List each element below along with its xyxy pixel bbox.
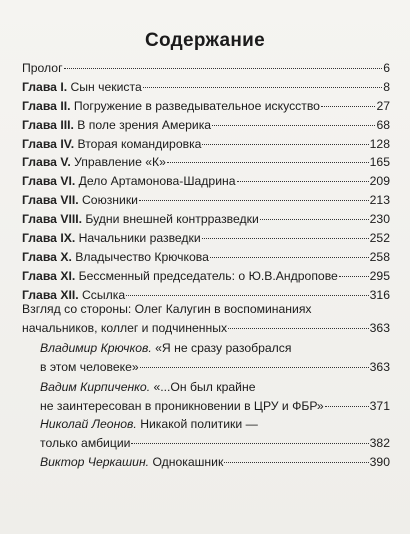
dot-leader <box>126 295 369 296</box>
entry-author: Вадим Кирпиченко. <box>40 380 151 394</box>
entry-title: Однокашник <box>152 455 224 469</box>
toc-entry-title <box>22 59 63 78</box>
entry-line <box>40 415 390 434</box>
chapter-title: Пролог <box>22 61 63 75</box>
dot-leader <box>212 125 375 126</box>
toc-row <box>22 191 390 210</box>
page-title: Содержание <box>144 30 266 51</box>
entry-kryuchkov <box>40 339 390 377</box>
page-number: 27 <box>376 98 390 113</box>
toc-row <box>22 229 390 248</box>
dot-leader <box>339 276 369 277</box>
entry-line <box>40 453 223 472</box>
dot-leader <box>202 144 368 145</box>
page-number: 209 <box>369 174 390 189</box>
toc-row <box>22 97 390 116</box>
toc-entry-title <box>22 172 236 191</box>
page-number: 363 <box>369 360 390 374</box>
chapter-number: Глава X. <box>22 249 72 264</box>
section-heading-line: начальников, коллег и подчиненных <box>22 321 228 335</box>
section-heading-line: Взгляд со стороны: Олег Калугин в воспоминаниях <box>22 302 312 316</box>
entry-cherkashin <box>40 434 390 472</box>
entry-row <box>40 453 390 472</box>
toc-entry-title <box>22 97 320 116</box>
dot-leader <box>64 68 383 69</box>
page-number: 213 <box>369 193 390 208</box>
page-number: 68 <box>376 117 390 132</box>
chapter-number: Глава IV. <box>22 136 75 151</box>
chapter-title: В поле зрения Америка <box>77 117 212 132</box>
dot-leader <box>210 257 369 258</box>
chapter-title: Вторая командировка <box>77 136 202 151</box>
dot-leader <box>224 462 368 463</box>
toc-entry-title <box>22 135 201 154</box>
toc-row <box>22 153 390 172</box>
chapter-title: Сын чекиста <box>70 79 142 94</box>
appendix-section <box>22 300 390 338</box>
chapter-number: Глава IX. <box>22 231 76 246</box>
dot-leader <box>325 406 369 407</box>
chapter-title: Будни внешней контрразведки <box>85 212 259 227</box>
page-number: 258 <box>369 249 390 264</box>
dot-leader <box>140 367 369 368</box>
dot-leader <box>260 219 369 220</box>
toc-entry-title <box>22 78 142 97</box>
page-number: 6 <box>383 61 390 75</box>
page-number: 295 <box>369 268 390 283</box>
entry-author: Николай Леонов. <box>40 417 137 431</box>
chapter-title: Дело Артамонова-Шадрина <box>78 174 236 189</box>
toc-row <box>22 59 390 78</box>
toc-row <box>22 267 390 286</box>
chapter-number: Глава VII. <box>22 193 79 208</box>
page-number: 252 <box>369 231 390 246</box>
toc-entry-title <box>22 229 201 248</box>
entry-title: «Я не сразу разобрался <box>155 341 292 355</box>
toc-entry-title <box>22 153 166 172</box>
page-number: 165 <box>369 155 390 170</box>
entry-title: Никакой политики — <box>140 417 258 431</box>
chapter-title: Союзники <box>82 193 138 208</box>
chapter-title: Начальники разведки <box>78 231 201 246</box>
dot-leader <box>321 106 375 107</box>
page-number: 382 <box>369 436 390 450</box>
chapter-title: Владычество Крючкова <box>75 249 209 264</box>
page-number: 390 <box>369 455 390 469</box>
toc-row <box>22 248 390 267</box>
chapter-title: Ссылка <box>82 287 126 302</box>
chapter-title: Бессменный председатель: о Ю.В.Андропове <box>78 268 338 283</box>
entry-line <box>40 378 390 397</box>
chapter-number: Глава VI. <box>22 174 76 189</box>
dot-leader <box>143 87 382 88</box>
dot-leader <box>139 200 369 201</box>
toc-row <box>22 78 390 97</box>
page-number: 363 <box>369 321 390 335</box>
page-number: 8 <box>383 79 390 94</box>
entry-title-cont: в этом человеке» <box>40 360 139 374</box>
page-number: 316 <box>369 287 390 302</box>
chapter-number: Глава III. <box>22 117 74 132</box>
dot-leader <box>167 162 369 163</box>
entry-author: Владимир Крючков. <box>40 341 152 355</box>
entry-row <box>40 397 390 416</box>
chapter-number: Глава XI. <box>22 268 76 283</box>
toc-entry-title <box>22 267 338 286</box>
toc-entry-title <box>22 248 209 267</box>
toc-row <box>22 172 390 191</box>
chapter-number: Глава VIII. <box>22 212 82 227</box>
toc-entry-title <box>22 116 211 135</box>
toc-entry-title <box>22 191 138 210</box>
table-of-contents <box>22 59 390 305</box>
toc-row <box>22 135 390 154</box>
chapter-number: Глава XII. <box>22 287 79 302</box>
entry-title-cont: не заинтересован в проникновении в ЦРУ и ФБР» <box>40 399 324 413</box>
dot-leader <box>228 328 369 329</box>
section-heading-row <box>22 319 390 338</box>
toc-row <box>22 116 390 135</box>
chapter-number: Глава II. <box>22 98 71 113</box>
page-number: 230 <box>369 212 390 227</box>
chapter-title: Погружение в разведывательное искусство <box>73 98 320 113</box>
dot-leader <box>202 238 369 239</box>
dot-leader <box>237 181 369 182</box>
entry-author: Виктор Черкашин. <box>40 455 150 469</box>
chapter-number: Глава V. <box>22 155 71 170</box>
page-number: 371 <box>369 399 390 413</box>
toc-entry-title <box>22 210 259 229</box>
entry-kirpichenko <box>40 378 390 416</box>
chapter-number: Глава I. <box>22 79 68 94</box>
entry-line <box>40 339 390 358</box>
entry-title: «...Он был крайне <box>153 380 256 394</box>
entry-row <box>40 358 390 377</box>
page-number: 128 <box>369 136 390 151</box>
toc-row <box>22 210 390 229</box>
chapter-title: Управление «К» <box>74 155 166 170</box>
entry-title-cont: только амбиции <box>40 436 131 450</box>
